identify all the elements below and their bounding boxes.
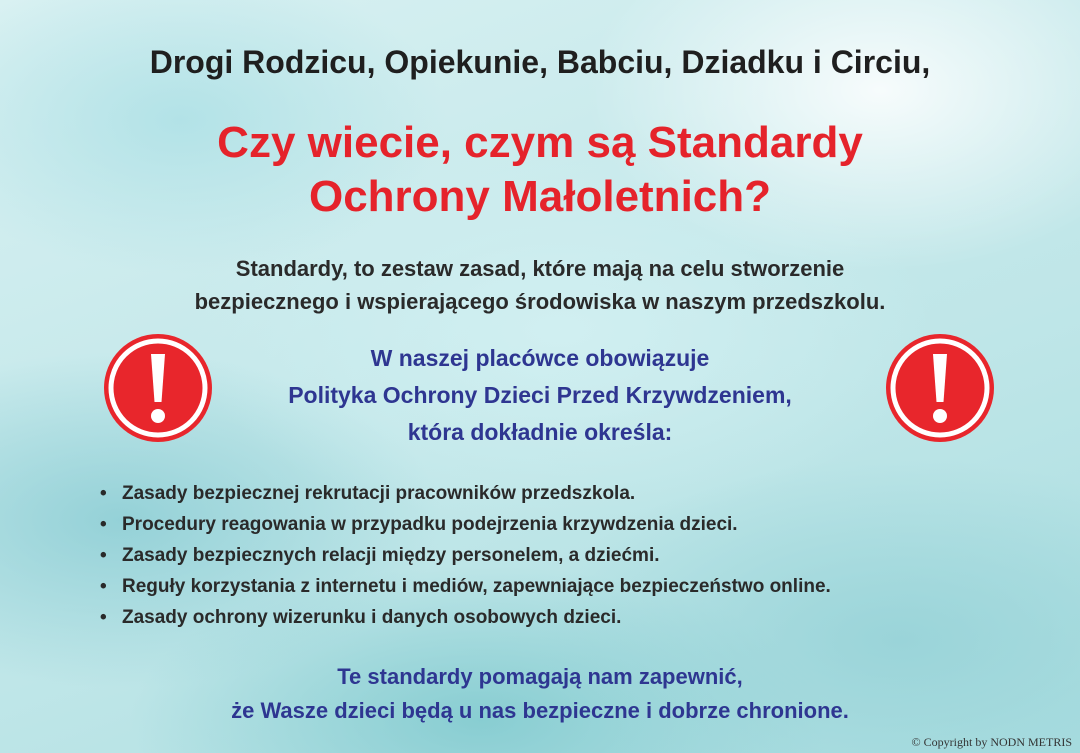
- headline-line-2: Ochrony Małoletnich?: [308, 172, 772, 221]
- list-item: • Reguły korzystania z internetu i mediów, zapewniające bezpieczeństwo online.: [96, 571, 831, 602]
- copyright-notice: © Copyright by NODN METRIS: [911, 735, 1072, 749]
- policy-line-3: która dokładnie określa:: [407, 419, 673, 445]
- list-item: • Procedury reagowania w przypadku podejrzenia krzywdzenia dzieci.: [96, 509, 831, 540]
- intro-text: [0, 252, 1080, 318]
- closing-line-2: że Wasze dzieci będą u nas bezpieczne i dobrze chronione.: [231, 698, 849, 723]
- greeting: Drogi Rodzicu, Opiekunie, Babciu, Dziadku i Circiu,: [149, 44, 931, 80]
- list-item: • Zasady ochrony wizerunku i danych osobowych dzieci.: [96, 602, 831, 633]
- policy-line-2: Polityka Ochrony Dzieci Przed Krzywdzeniem,: [288, 382, 792, 408]
- list-item: • Zasady bezpiecznych relacji między personelem, a dziećmi.: [96, 540, 831, 571]
- policy-line-1: W naszej placówce obowiązuje: [370, 345, 710, 371]
- headline: [0, 116, 1080, 224]
- policy-bullet-list: [96, 478, 831, 633]
- headline-line-1: Czy wiecie, czym są Standardy: [217, 118, 863, 167]
- intro-line-2: bezpiecznego i wspierającego środowiska w naszym przedszkolu.: [194, 289, 886, 314]
- list-item: • Zasady bezpiecznej rekrutacji pracowników przedszkola.: [96, 478, 831, 509]
- intro-line-1: Standardy, to zestaw zasad, które mają na celu stworzenie: [235, 256, 845, 281]
- closing-text: [0, 660, 1080, 728]
- closing-line-1: Te standardy pomagają nam zapewnić,: [337, 664, 743, 689]
- exclamation-warning-icon-right: [884, 332, 996, 444]
